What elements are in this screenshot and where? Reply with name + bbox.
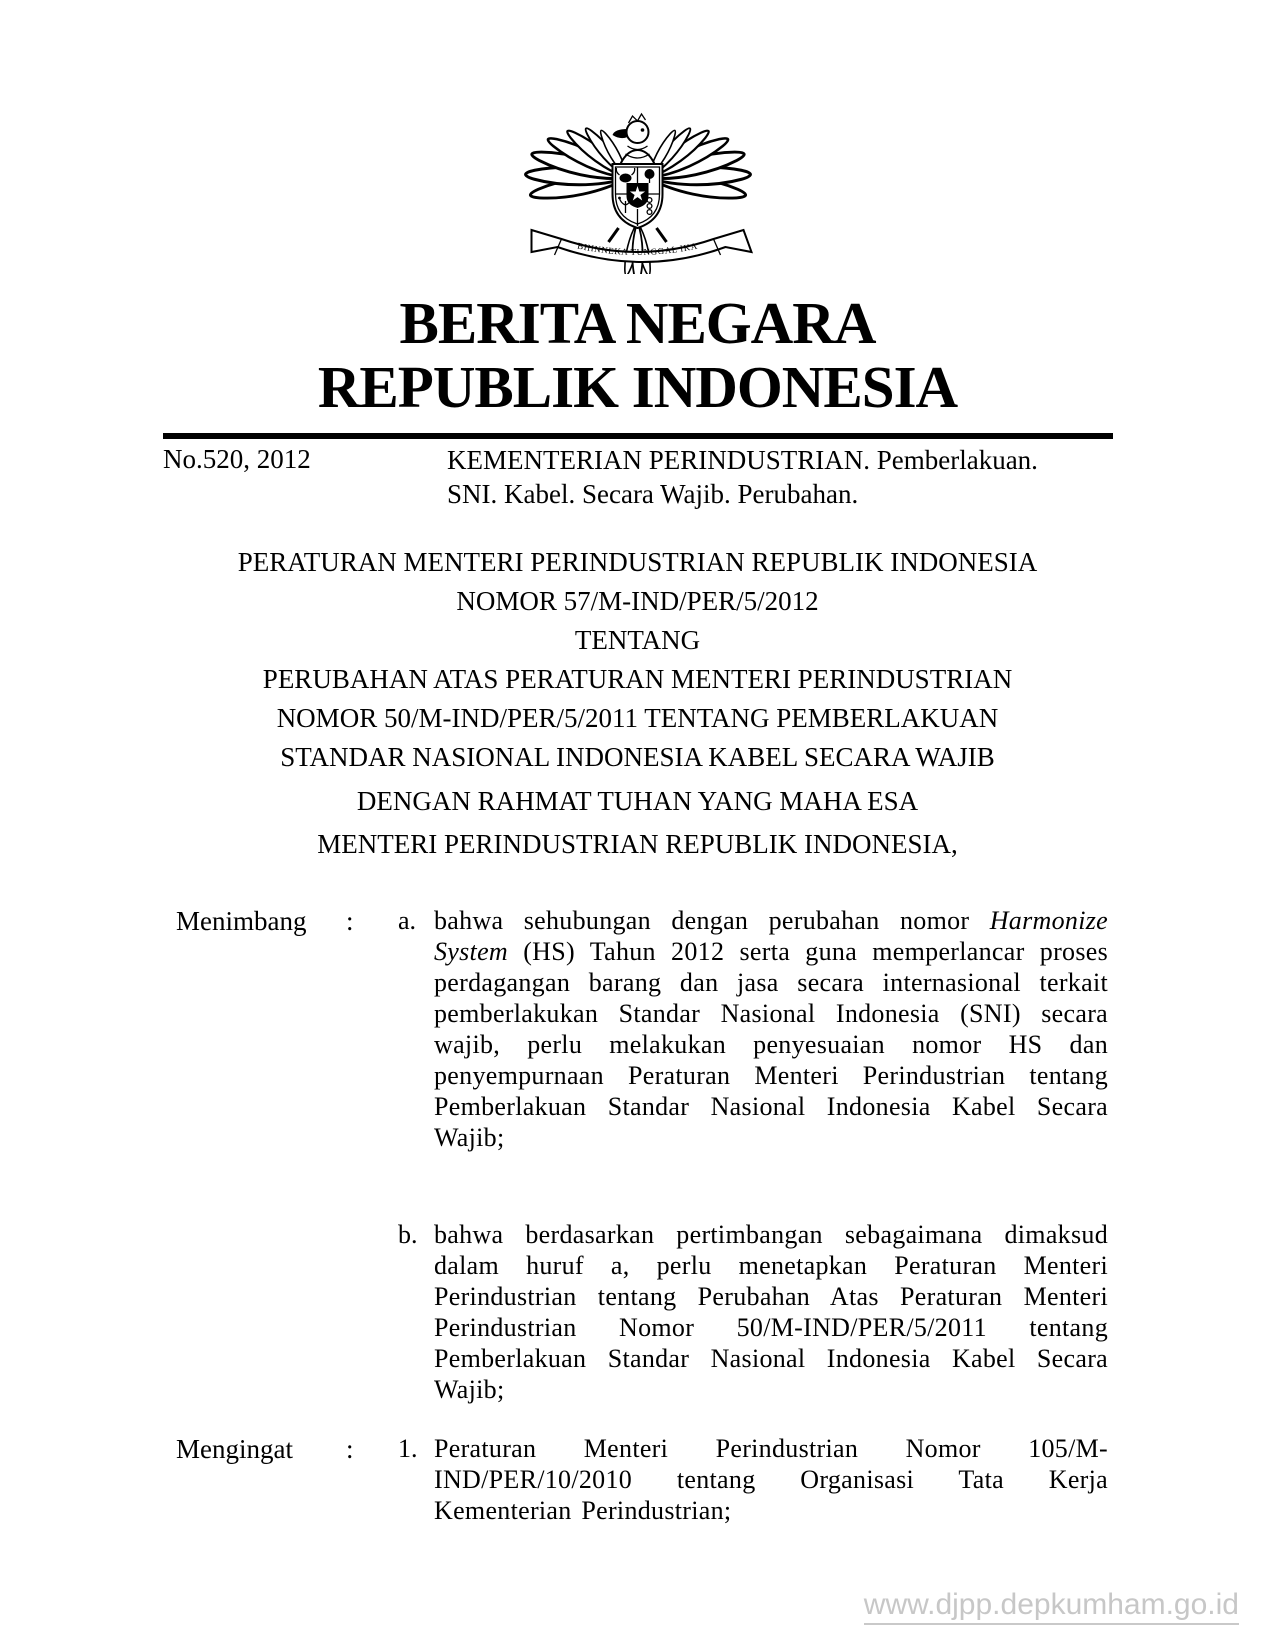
regulation-title xyxy=(0,543,1275,777)
masthead-line2: REPUBLIK INDONESIA xyxy=(317,354,958,420)
djpp-watermark: www.djpp.depkumham.go.id xyxy=(864,1588,1239,1625)
invocation-line: DENGAN RAHMAT TUHAN YANG MAHA ESA xyxy=(356,786,919,816)
motto-text: BHINNEKA TUNGGAL IKA xyxy=(575,240,699,258)
regulation-title-line: STANDAR NASIONAL INDONESIA KABEL SECARA WAJIB xyxy=(280,742,995,772)
item-marker: a. xyxy=(398,906,417,935)
gazette-subject-line2: SNI. Kabel. Secara Wajib. Perubahan. xyxy=(447,479,859,509)
item-marker: b. xyxy=(398,1220,418,1249)
consideration-item-a xyxy=(398,905,1108,1153)
regulation-title-line: NOMOR 57/M-IND/PER/5/2012 xyxy=(456,586,819,616)
pancasila-shield xyxy=(612,164,662,228)
gazette-subject xyxy=(447,443,1113,511)
item-text: bahwa berdasarkan pertimbangan sebagaimana dimaksud dalam huruf a, perlu menetapkan Peraturan Menteri Perindustrian tentang Perubahan Atas Peraturan Menteri Perindustrian Nomor 50/M-IND/PER/5/2011 tentang Pemberlakuan Standar Nasional Indonesia Kabel Secara Wajib; xyxy=(434,1220,1108,1404)
issuer-line: MENTERI PERINDUSTRIAN REPUBLIK INDONESIA, xyxy=(317,829,958,859)
legal-basis-label: Mengingat xyxy=(176,1434,293,1464)
regulation-title-line: PERUBAHAN ATAS PERATURAN MENTERI PERINDUSTRIAN xyxy=(262,664,1013,694)
legal-basis-colon: : xyxy=(346,1434,354,1464)
item-text: bahwa sehubungan dengan perubahan nomor Harmonize System (HS) Tahun 2012 serta guna memperlancar proses perdagangan barang dan jasa secara internasional terkait pemberlakukan Standar Nasional Indonesia (SNI) secara wajib, perlu melakukan penyesuaian nomor HS dan penyempurnaan Peraturan Menteri Perindustrian tentang Pemberlakuan Standar Nasional Indonesia Kabel Secara Wajib; xyxy=(434,906,1108,1152)
masthead-line1: BERITA NEGARA xyxy=(399,290,876,356)
legal-basis-item-1 xyxy=(398,1433,1108,1526)
masthead xyxy=(0,291,1275,419)
gazette-number: No.520, 2012 xyxy=(163,444,311,474)
garuda-pancasila-emblem xyxy=(514,82,762,274)
regulation-title-line: NOMOR 50/M-IND/PER/5/2011 TENTANG PEMBERLAKUAN xyxy=(276,703,999,733)
italic-term: Harmonize System xyxy=(434,906,1108,966)
regulation-title-line: TENTANG xyxy=(574,625,701,655)
gazette-subject-line1: KEMENTERIAN PERINDUSTRIAN. Pemberlakuan. xyxy=(447,445,1038,475)
masthead-rule xyxy=(163,433,1113,439)
considerations-label: Menimbang xyxy=(176,906,307,936)
item-marker: 1. xyxy=(398,1434,418,1463)
considerations-colon: : xyxy=(346,906,354,936)
item-text: Peraturan Menteri Perindustrian Nomor 105/M-IND/PER/10/2010 tentang Organisasi Tata Kerja Kementerian Perindustrian; xyxy=(434,1434,1108,1525)
consideration-item-b xyxy=(398,1219,1108,1405)
regulation-title-line: PERATURAN MENTERI PERINDUSTRIAN REPUBLIK INDONESIA xyxy=(237,547,1038,577)
